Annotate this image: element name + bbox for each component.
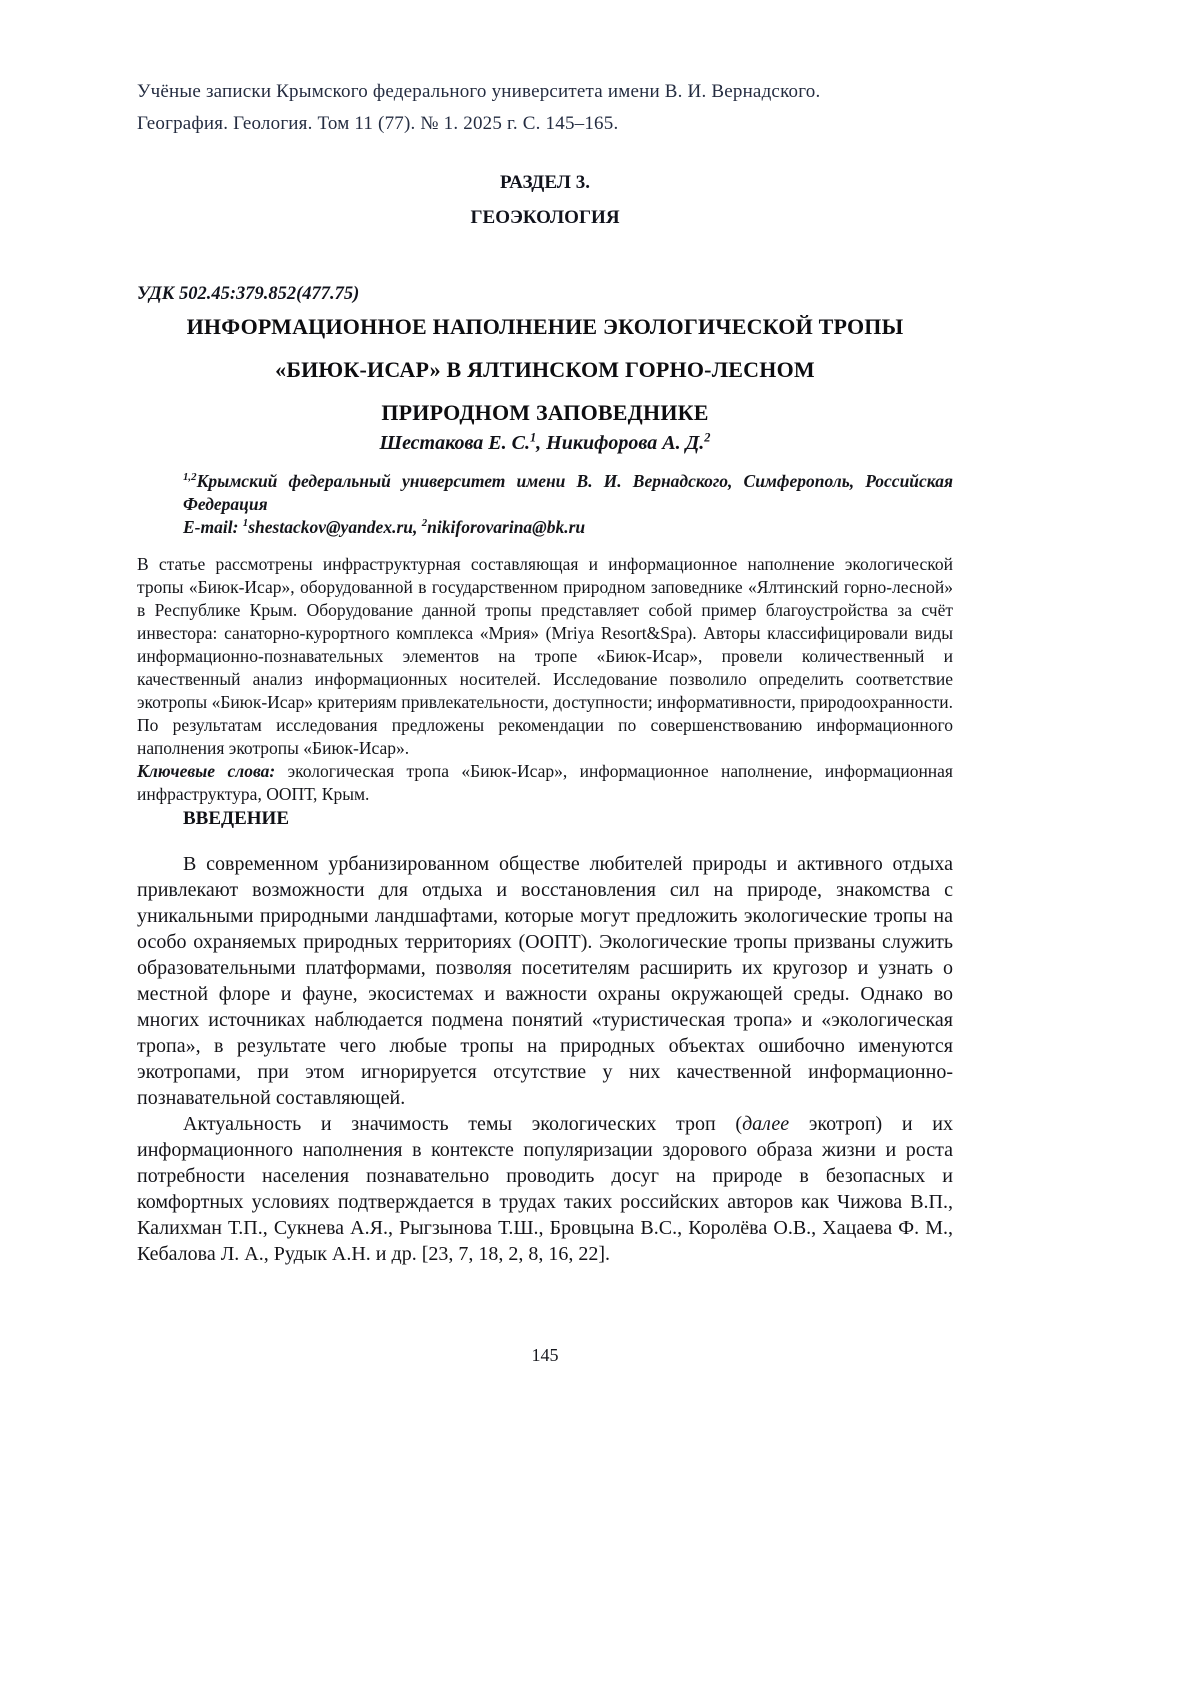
email-1-superscript: 1: [242, 517, 249, 530]
keywords-text: экологическая тропа «Биюк-Исар», информационное наполнение, информационная инфраструктура, ООПТ, Крым.: [137, 761, 953, 804]
authors-separator: ,: [536, 432, 547, 454]
article-title-line3: ПРИРОДНОМ ЗАПОВЕДНИКЕ: [381, 400, 709, 425]
paragraph-2-italic-word: далее: [742, 1113, 790, 1135]
article-title-line1: ИНФОРМАЦИОННОЕ НАПОЛНЕНИЕ ЭКОЛОГИЧЕСКОЙ ТРОПЫ: [186, 314, 904, 339]
email-1-address: shestackov@yandex.ru: [248, 517, 413, 537]
abstract-text: В статье рассмотрены инфраструктурная составляющая и информационное наполнение экологической тропы «Биюк-Исар», оборудованной в государственном природном заповеднике «Ялтинский горно-лесной» в Республике Крым. Оборудование данной тропы представляет собой пример благоустройства за счёт инвестора: санаторно-курортного комплекса «Мрия» (Mriya Resort&Spa). Авторы классифицировали виды информационно-познавательных элементов на тропе «Биюк-Исар», провели количественный и качественный анализ информационных носителей. Исследование позволило определить соответствие экотропы «Биюк-Исар» критериям привлекательности, доступности; информативности, природоохранности. По результатам исследования предложены рекомендации по совершенствованию информационного наполнения экотропы «Биюк-Исар».: [137, 554, 953, 758]
introduction-heading: ВВЕДЕНИЕ: [183, 808, 289, 829]
email-2-superscript: 2: [421, 517, 428, 530]
udc-code: УДК 502.45:379.852(477.75): [137, 284, 360, 304]
authors-line: [137, 432, 953, 455]
abstract-block: [137, 553, 953, 806]
introduction-body: [137, 851, 953, 1267]
keywords-line: [137, 760, 953, 806]
introduction-paragraph-2: [137, 1111, 953, 1267]
page-number: 145: [531, 1345, 559, 1365]
email-separator: ,: [412, 517, 422, 537]
journal-header-line2: География. Геология. Том 11 (77). № 1. 2025 г. С. 145–165.: [137, 113, 619, 134]
email-line: [183, 516, 953, 539]
article-title-line2: «БИЮК-ИСАР» В ЯЛТИНСКОМ ГОРНО-ЛЕСНОМ: [275, 357, 815, 382]
affiliation-block: [183, 470, 953, 539]
affiliation-superscript: 1,2: [183, 471, 197, 484]
email-label: E-mail:: [183, 517, 243, 537]
paragraph-2-text-end: экотроп) и их информационного наполнения в контексте популяризации здорового образа жизни и роста потребности населения познавательно проводить досуг на природе в безопасных и комфортных условиях подтверждается в трудах таких российских авторов как Чижова В.П., Калихман Т.П., Сукнева А.Я., Рыгзынова Т.Ш., Бровцына В.С., Королёва О.В., Хацаева Ф. М., Кебалова Л. А., Рудык А.Н. и др. [23, 7, 18, 2, 8, 16, 22].: [137, 1113, 953, 1265]
affiliation-text: [183, 470, 953, 516]
author-2-name: Никифорова А. Д.: [546, 432, 705, 454]
author-1-superscript: 1: [529, 430, 537, 445]
email-2-address: nikiforovarina@bk.ru: [427, 517, 586, 537]
author-2-superscript: 2: [704, 430, 711, 445]
keywords-label: Ключевые слова:: [137, 761, 276, 781]
author-1-name: Шестакова Е. С.: [379, 432, 530, 454]
paragraph-2-text-start: Актуальность и значимость темы экологических троп (: [183, 1113, 743, 1135]
journal-header-line1: Учёные записки Крымского федерального университета имени В. И. Вернадского.: [137, 81, 821, 102]
article-title: [137, 305, 953, 434]
introduction-paragraph-1: В современном урбанизированном обществе любителей природы и активного отдыха привлекают возможности для отдыха и восстановления сил на природе, знакомства с уникальными природными ландшафтами, которые могут предложить экологические тропы на особо охраняемых природных территориях (ООПТ). Экологические тропы призваны служить образовательными платформами, позволяя посетителям расширить их кругозор и узнать о местной флоре и фауне, экосистемах и важности охраны окружающей среды. Однако во многих источниках наблюдается подмена понятий «туристическая тропа» и «экологическая тропа», в результате чего любые тропы на природных объектах ошибочно именуются экотропами, при этом игнорируется отсутствие у них качественной информационно-познавательной составляющей.: [137, 853, 953, 1109]
section-name: ГЕОЭКОЛОГИЯ: [470, 207, 620, 228]
section-number: РАЗДЕЛ 3.: [500, 172, 590, 193]
affiliation-institution: Крымский федеральный университет имени В. И. Вернадского, Симферополь, Российская Федерация: [183, 471, 953, 514]
